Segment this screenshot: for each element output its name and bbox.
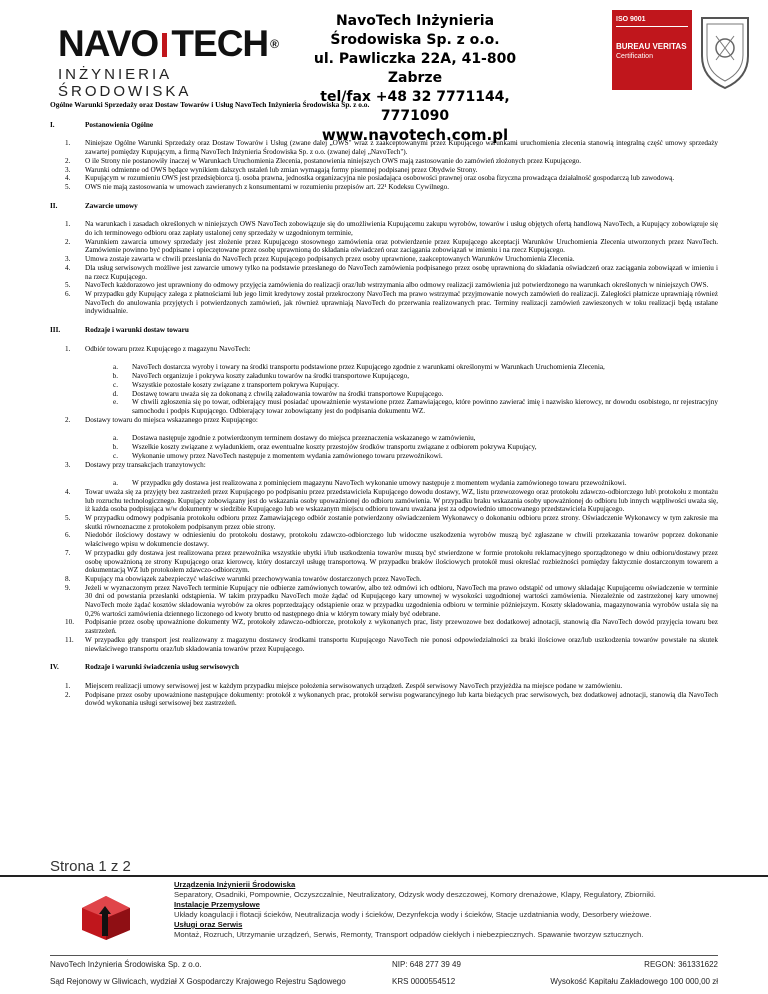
- sub-item: b. NavoTech organizuje i pokrywa koszty załadunku towarów na środki transportowe Kupującego,: [112, 372, 409, 381]
- logo-subtitle: INŻYNIERIA ŚRODOWISKA: [58, 66, 192, 100]
- service-text: Separatory, Osadniki, Pompownie, Oczyszczalnie, Neutralizatory, Odzysk wody deszczowej, Komory drenażowe, Klapy, Regulatory, Zbiorniki.: [174, 890, 656, 899]
- service-heading: Urządzenia Inżynierii Środowiska: [174, 880, 296, 889]
- list-item: 2. Podpisane przez osoby upoważnione następujące dokumenty: protokół z wykonanych prac, protokół serwisu pogwarancyjnego lub karta bieżących prac serwisowych, bez dodatkowej adnotacji, stanowią dla NavoTech dowód wykonania usługi serwisowej bez zastrzeżeń.: [65, 690, 718, 708]
- logo-word-navo: NAVO: [58, 23, 159, 64]
- list-item: 11. W przypadku gdy transport jest realizowany z magazynu dostawcy środkami transportu Kupującego NavoTech nie ponosi odpowiedzialności za braki ilościowe oraz/lub uszkodzenia towarów powstałe na skutek niewłaściwego transportu oraz/lub składowania towarów przez Kupującego.: [65, 635, 718, 653]
- company-phone: tel/fax +48 32 7771144, 7771090: [320, 89, 510, 124]
- footer-court: Sąd Rejonowy w Gliwicach, wydział X Gospodarczy Krajowego Rejestru Sądowego: [50, 977, 346, 986]
- footer-nip: NIP: 648 277 39 49: [392, 960, 461, 969]
- sub-item: a. Dostawa następuje zgodnie z potwierdzonym terminem dostawy do miejsca przeznaczenia wskazanego w zamówieniu,: [113, 434, 476, 443]
- bv-label: BUREAU VERITAS: [616, 42, 687, 51]
- list-item: 3. Warunki odmienne od OWS będące wynikiem dalszych ustaleń lub zmian wymagają formy pisemnej podpisanej przez Obydwie Strony.: [65, 165, 478, 174]
- bureau-veritas-seal-icon: [698, 12, 752, 90]
- company-name: NavoTech Inżynieria Środowiska Sp. z o.o.: [330, 13, 500, 48]
- list-item: 3. Umowa zostaje zawarta w chwili przesłania do NavoTech przez Kupującego podpisanych przez osoby uprawnione, zaakceptowanych Warunków Uruchomienia Zlecenia.: [65, 255, 575, 264]
- sub-item: a. W przypadku gdy dostawa jest realizowana z pominięciem magazynu NavoTech wykonanie umowy następuje z momentem wydania zamówionego towaru przewoźnikowi.: [113, 479, 627, 488]
- list-item: 10. Podpisanie przez osobę upoważnione dokumenty WZ, protokoły zdawczo-odbiorcze, protokoły z wykonanych prac, listy przewozowe bez dodatkowej adnotacji, stanowią dla NavoTech dowód przyjęcia towaru bez zastrzeżeń.: [65, 618, 718, 636]
- list-item: 2. Warunkiem zawarcia umowy sprzedaży jest złożenie przez Kupującego stosownego zamówienia oraz potwierdzenie przez Kupującego akceptacji Warunków Uruchomienia Zlecenia utworzonych przez NavoTech. Zamówienie powinno być podpisane i opieczętowane przez osobę uprawnioną do składania oświadczeń oraz zaciągania zobowiązań w imieniu i na rzecz Kupującego.: [65, 237, 718, 255]
- section-heading-1: I. Postanowienia Ogólne: [50, 120, 154, 129]
- footer-divider: [0, 875, 768, 877]
- document-title: Ogólne Warunki Sprzedaży oraz Dostaw Towarów i Usług NavoTech Inżynieria Środowiska Sp. z o.o.: [50, 100, 370, 109]
- navotech-logo: [58, 23, 278, 100]
- footer-company: NavoTech Inżynieria Środowiska Sp. z o.o.: [50, 960, 202, 969]
- sub-item: b. Wszelkie koszty związane z wyładunkiem, oraz ewentualne koszty przestojów środków transportu związane z odbiorem pokrywa Kupujący,: [112, 443, 537, 452]
- sub-item: e. W chwili zgłoszenia się po towar, odbierający musi posiadać upoważnienie wystawione przez Zamawiającego, które powinno zawierać imię i nazwisko kierowcy, nr dowodu osobistego, nr rejestracyjny samochodu i podpis Kupującego. Odbierający towar zobowiązany jest do podpisania dokumentu WZ.: [113, 398, 718, 415]
- service-heading: Usługi oraz Serwis: [174, 920, 243, 929]
- services-list: [174, 880, 734, 940]
- logo-word-tech: TECH: [171, 23, 269, 64]
- list-item: 5. OWS nie mają zastosowania w umowach zawieranych z konsumentami w rozumieniu przepisów art. 22¹ Kodeksu Cywilnego.: [65, 182, 450, 191]
- list-item: 2. O ile Strony nie postanowiły inaczej w Warunkach Uruchomienia Zlecenia, postanowienia niniejszych OWS mają zastosowanie do zamówień złożonych przez Kupującego.: [65, 156, 582, 165]
- list-item: 4. Towar uważa się za przyjęty bez zastrzeżeń przez Kupującego po podpisaniu przez przedstawiciela Kupującego dowodu dostawy, WZ, listu przewozowego oraz protokołu zdawczo-odbiorczego lub\ protokołu z montażu lub rozruchu technologicznego. Kupujący zobowiązany jest do wskazania osoby upoważnionej do odbioru zamówienia. W przypadku braku wskazania osoby upoważnionej do odbioru lub innych wątpliwości uważa się, iż każda osoba podpisująca w/w dokumenty w siedzibie Kupującego lub we wskazanym miejscu odbioru towaru uważana jest za odpowiednio umocowanego przedstawiciela Kupującego.: [65, 487, 718, 514]
- navotech-cube-logo-icon: [76, 892, 136, 942]
- list-item: 3. Dostawy przy transakcjach tranzytowych:: [65, 460, 206, 469]
- company-address: ul. Pawliczka 22A, 41-800 Zabrze: [313, 51, 517, 86]
- service-text: Montaż, Rozruch, Utrzymanie urządzeń, Serwis, Remonty, Transport odpadów ciekłych i niebezpiecznych. Spawanie tworzyw sztucznych.: [174, 930, 644, 939]
- list-item: 1. Niniejsze Ogólne Warunki Sprzedaży oraz Dostaw Towarów i Usług (zwane dalej „OWS" wraz z zaakceptowanymi przez Kupującego warunkami uruchomienia zlecenia stanowią integralną część umowy sprzedaży zawartej pomiędzy Kupującym, a firmą NavoTech Inżynieria Środowiska Sp. z o.o. (zwanej dalej „NavoTech").: [65, 139, 718, 157]
- iso-label: ISO 9001: [616, 16, 646, 23]
- list-item: 9. Jeżeli w wyznaczonym przez NavoTech terminie Kupujący nie odbierze zamówionych towarów, albo też odmówi ich odbioru, NavoTech ma prawo odstąpić od umowy składając Kupującemu oświadczenie w terminie 30 dni od powstania przesłanki odstąpienia. W takim przypadku NavoTech może żądać od Kupującego kary umownej w wysokości uzgodnionej wartości zamówienia. Niezależnie od zastrzeżonej kary umownej NavoTech może żądać kosztów składowania wyrobów za okres poprzedzający odstąpienie oraz w przypadku uzgodnienia odbioru w terminie późniejszym. Koszty składowania, magazynowania wyrobów ustala się na 0,2% wartości zamówienia dziennego liczonego od kwoty brutto od następnego dnia w którym towary miały być odebrane.: [65, 583, 718, 618]
- sub-item: a. NavoTech dostarcza wyroby i towary na środki transportu podstawione przez Kupującego zgodnie z warunkami określonymi w Warunkach Uruchomienia Zlecenia,: [113, 363, 605, 372]
- list-item: 1. Miejscem realizacji umowy serwisowej jest w każdym przypadku miejsce położenia serwisowanych urządzeń. Zespół serwisowy NavoTech przyjeżdża na miejsce podane w zamówieniu.: [65, 681, 623, 690]
- certification-label: Certification: [616, 53, 653, 60]
- list-item: 6. W przypadku gdy Kupujący zalega z płatnościami lub jego limit kredytowy został przekroczony NavoTech ma prawo wstrzymać przyjmowanie nowych zamówień do realizacji. Zaległości płatnicze uprawniają również NavoTech do anulowania przyjętych i potwierdzonych zamówień, jak również uprawniają NavoTech do przerwania realizowanych prac. Terminy realizacji zamówień zawieszonych w toku realizacji będą ustalane indywidualnie.: [65, 289, 718, 316]
- list-item: 4. Dla usług serwisowych możliwe jest zawarcie umowy tylko na podstawie przesłanego do NavoTech zamówienia podpisanego przez osobę uprawnioną do składania oświadczeń oraz zaciągania zobowiązań w imieniu i na rzecz Kupującego.: [65, 263, 718, 281]
- sub-item: d. Dostawę towaru uważa się za dokonaną z chwilą załadowania towarów na środki transportowe Kupującego.: [112, 389, 444, 398]
- logo-cube-icon: [162, 33, 167, 57]
- section-heading-2: II. Zawarcie umowy: [50, 201, 138, 210]
- terms-document: [50, 101, 718, 708]
- bureau-veritas-box: [612, 10, 692, 90]
- list-item: 5. NavoTech każdorazowo jest uprawniony do odmowy przyjęcia zamówienia do realizacji oraz/lub wstrzymania albo odmowy realizacji zamówienia już potwierdzonego na warunkach określonych w niniejszych OWS.: [65, 281, 709, 290]
- section-heading-4: IV. Rodzaje i warunki świadczenia usług serwisowych: [50, 663, 239, 672]
- footer-regon: REGON: 361331622: [644, 960, 718, 969]
- list-item: 1. Na warunkach i zasadach określonych w niniejszych OWS NavoTech zobowiązuje się do umożliwienia Kupującemu zakupu wyrobów, towarów i usług objętych ofertą handlową NavoTech, a Kupujący zobowiązuje się do ich terminowego odbioru oraz zapłaty ustalonej ceny sprzedaży w uzgodnionym terminie,: [65, 220, 718, 238]
- footer-divider-thin: [50, 955, 718, 956]
- list-item: 6. Niedobór ilościowy dostawy w odniesieniu do protokołu dostawy, protokołu zdawczo-odbiorczego lub widoczne uszkodzenia wyrobów muszą być zgłaszane w chwili przekazania towarów poprzez dokonanie właściwego wpisu w dokumencie dostawy.: [65, 531, 718, 549]
- footer-capital: Wysokość Kapitału Zakładowego 100 000,00 zł: [550, 977, 718, 986]
- company-website: www.navotech.com.pl: [321, 126, 509, 144]
- service-text: Układy koagulacji i flotacji ścieków, Neutralizacja wody i ścieków, Dezynfekcja wody i ścieków, Stacje uzdatniania wody, Desorbery wieżowe.: [174, 910, 652, 919]
- footer-krs: KRS 0000554512: [392, 977, 456, 986]
- sub-item: c. Wykonanie umowy przez NavoTech następuje z momentem wydania zamówionego towaru przewoźnikowi.: [113, 451, 443, 460]
- service-heading: Instalacje Przemysłowe: [174, 900, 260, 909]
- page-number: Strona 1 z 2: [50, 858, 131, 875]
- sub-item: c. Wszystkie pozostałe koszty związane z transportem pokrywa Kupujący.: [113, 380, 340, 389]
- list-item: 7. W przypadku gdy dostawa jest realizowana przez przewoźnika wszystkie ubytki i/lub uszkodzenia towarów muszą być stwierdzone w formie protokołu reklamacyjnego sporządzonego w dniu odbioru/dostawy przez osobę upoważnioną ze strony Kupującego oraz kierowcę, który dostarczył usługę transportową. W przypadku braków ilościowych protokół musi określać rozbieżności pomiędzy faktycznie dostarczonym towarem a dokumentacją WZ lub protokołem zdawczo-odbiorczym.: [65, 548, 718, 575]
- certification-badge: [612, 10, 762, 96]
- list-item: 5. W przypadku odmowy podpisania protokołu odbioru przez Zamawiającego odbiór zostanie potwierdzony oświadczeniem Wykonawcy o dokonaniu odbioru przez strony. Oświadczenie Wykonawcy w tym zakresie ma skutki równoznaczne z protokołem podpisanym przez obie strony.: [65, 514, 718, 531]
- registered-mark: ®: [270, 37, 278, 51]
- list-item: 4. Kupującym w rozumieniu OWS jest przedsiębiorca tj. osoba prawna, jednostka organizacyjna nie posiadająca osobowości prawnej oraz osoba fizyczna prowadząca działalność gospodarczą lub zawodową.: [65, 174, 675, 183]
- list-item: 1. Odbiór towaru przez Kupującego z magazynu NavoTech:: [65, 344, 251, 353]
- list-item: 2. Dostawy towaru do miejsca wskazanego przez Kupującego:: [65, 415, 258, 424]
- list-item: 8. Kupujący ma obowiązek zabezpieczyć właściwe warunki przechowywania towarów dostarczonych przez NavoTech.: [65, 574, 422, 583]
- section-heading-3: III. Rodzaje i warunki dostaw towaru: [50, 326, 189, 335]
